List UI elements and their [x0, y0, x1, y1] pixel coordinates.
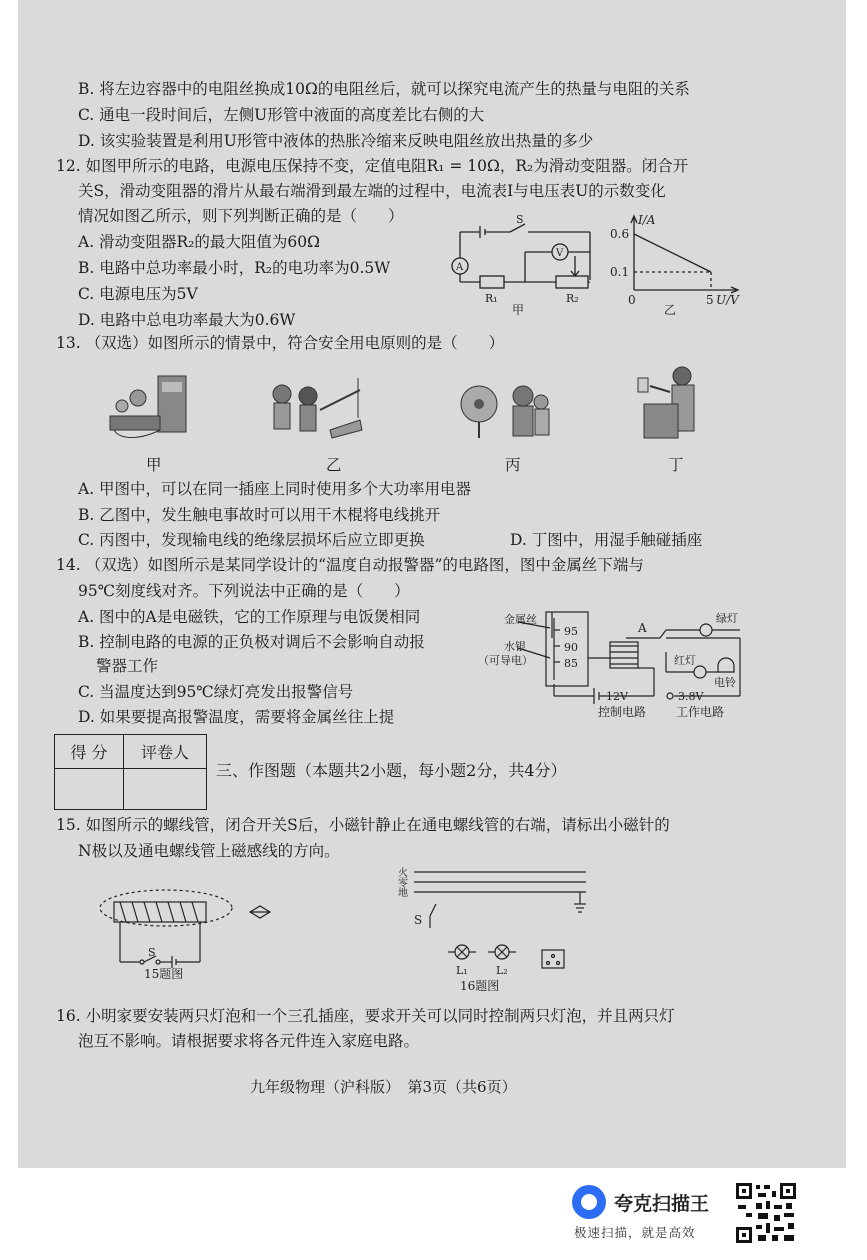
- q11-option-b: B. 将左边容器中的电阻丝换成10Ω的电阻丝后，就可以探究电流产生的热量与电阻的关系: [78, 80, 690, 98]
- q13-option-c: C. 丙图中，发现输电线的绝缘层损坏后应立即更换: [78, 531, 425, 549]
- voltage-38v-label: 3.8V: [678, 690, 704, 703]
- section-3-title: 三、作图题（本题共2小题，每小题2分，共4分）: [216, 761, 567, 780]
- reviewer-header: 评卷人: [124, 735, 207, 769]
- fire-wire-label: 火: [398, 868, 408, 879]
- temp-85-label: 85: [564, 657, 578, 670]
- page-footer: 九年级物理（沪科版） 第3页（共6页）: [250, 1078, 517, 1096]
- work-circuit-label: 工作电路: [676, 705, 725, 719]
- graph-caption: 乙: [664, 303, 677, 317]
- q14-option-c: C. 当温度达到95℃绿灯亮发出报警信号: [78, 683, 354, 701]
- switch-s-label: S: [516, 213, 524, 226]
- q15-caption: 15题图: [144, 967, 184, 980]
- q13-caption-yi: 乙: [326, 456, 342, 474]
- q13-picture-jia: [100, 368, 200, 450]
- q14-stem-line2: 95℃刻度线对齐。下列说法中正确的是（ ）: [78, 582, 410, 600]
- r2-label: R₂: [566, 292, 579, 305]
- score-header: 得 分: [55, 735, 124, 769]
- graph-x-label: U/V: [716, 293, 739, 307]
- q13-caption-ding: 丁: [668, 456, 684, 474]
- graph-x-tick: 5: [706, 293, 714, 307]
- q13-picture-yi: [260, 372, 370, 450]
- bell-label: 电铃: [714, 676, 736, 689]
- q14-option-b-line1: B. 控制电路的电源的正负极对调后不会影响自动报: [78, 633, 425, 651]
- q14-option-b-line2: 警器工作: [96, 657, 159, 675]
- lamp-l1-label: L₁: [456, 964, 468, 977]
- brand-name: 夸克扫描王: [614, 1193, 710, 1215]
- q13-option-a: A. 甲图中，可以在同一插座上同时使用多个大功率用电器: [78, 480, 472, 498]
- relay-a-label: A: [638, 621, 647, 635]
- q13-picture-ding: [630, 360, 720, 452]
- red-light-label: 红灯: [674, 654, 696, 667]
- voltmeter-label: V: [556, 248, 564, 259]
- q16-switch-label: S: [414, 913, 423, 927]
- score-cell: [55, 769, 124, 810]
- conductive-label: （可导电）: [478, 654, 533, 667]
- q12-circuit-diagram: [440, 212, 610, 322]
- q12-option-a: A. 滑动变阻器R₂的最大阻值为60Ω: [78, 233, 321, 251]
- q15-switch-label: S: [148, 946, 156, 959]
- green-light-label: 绿灯: [716, 612, 738, 625]
- q16-home-circuit-figure: [396, 864, 596, 994]
- ammeter-label: A: [456, 262, 464, 273]
- scanner-watermark: [566, 1179, 866, 1249]
- control-circuit-label: 控制电路: [598, 705, 647, 719]
- q15-stem-line2: N极以及通电螺线管上磁感线的方向。: [78, 842, 340, 860]
- temp-95-label: 95: [564, 625, 578, 638]
- voltage-12v-label: 12V: [606, 690, 628, 703]
- q12-iu-graph: [606, 210, 746, 320]
- q13-picture-bing: [455, 374, 555, 450]
- q16-caption: 16题图: [460, 979, 500, 993]
- graph-y-tick-low: 0.1: [610, 265, 630, 279]
- circuit-caption: 甲: [512, 303, 525, 317]
- graph-y-label: I/A: [638, 213, 656, 227]
- q13-caption-bing: 丙: [505, 456, 521, 474]
- graph-origin: 0: [628, 293, 636, 307]
- q12-stem-line1: 12. 如图甲所示的电路，电源电压保持不变，定值电阻R₁ = 10Ω，R₂为滑动变阻器。闭合开: [56, 157, 689, 175]
- q12-stem-line3: 情况如图乙所示，则下列判断正确的是（ ）: [78, 207, 404, 225]
- q15-solenoid-figure: [96, 880, 276, 980]
- q16-stem-line1: 16. 小明家要安装两只灯泡和一个三孔插座，要求开关可以同时控制两只灯泡，并且两只灯: [56, 1007, 675, 1025]
- q12-option-c: C. 电源电压为5V: [78, 285, 198, 303]
- q13-option-d: D. 丁图中，用湿手触碰插座: [510, 531, 703, 549]
- mercury-label: 水银: [504, 640, 526, 653]
- q14-stem-line1: 14. （双选）如图所示是某同学设计的“温度自动报警器”的电路图，图中金属丝下端与: [56, 556, 644, 574]
- q12-stem-line2: 关S，滑动变阻器的滑片从最右端滑到最左端的过程中，电流表I与电压表U的示数变化: [78, 182, 666, 200]
- q12-option-b: B. 电路中总功率最小时，R₂的电功率为0.5W: [78, 259, 391, 277]
- q13-option-b: B. 乙图中，发生触电事故时可以用干木棍将电线挑开: [78, 506, 441, 524]
- ground-wire-label: 地: [398, 888, 408, 899]
- q11-option-d: D. 该实验装置是利用U形管中液体的热胀冷缩来反映电阻丝放出热量的多少: [78, 132, 594, 150]
- q14-alarm-circuit: [470, 608, 750, 720]
- temp-90-label: 90: [564, 641, 578, 654]
- q13-caption-jia: 甲: [146, 456, 162, 474]
- graph-y-tick-high: 0.6: [610, 227, 630, 241]
- reviewer-cell: [124, 769, 207, 810]
- metal-wire-label: 金属丝: [504, 613, 537, 626]
- q16-stem-line2: 泡互不影响。请根据要求将各元件连入家庭电路。: [78, 1032, 420, 1050]
- score-table: [54, 734, 207, 810]
- q14-option-a: A. 图中的A是电磁铁，它的工作原理与电饭煲相同: [78, 608, 421, 626]
- quark-logo-icon: [572, 1185, 606, 1219]
- q14-option-d: D. 如果要提高报警温度，需要将金属丝往上提: [78, 708, 395, 726]
- brand-slogan: 极速扫描，就是高效: [574, 1225, 696, 1240]
- q11-option-c: C. 通电一段时间后，左侧U形管中液面的高度差比右侧的大: [78, 106, 485, 124]
- q13-stem: 13. （双选）如图所示的情景中，符合安全用电原则的是（ ）: [56, 334, 505, 352]
- lamp-l2-label: L₂: [496, 964, 508, 977]
- neutral-wire-label: 零: [398, 878, 408, 889]
- q12-option-d: D. 电路中总电功率最大为0.6W: [78, 311, 296, 329]
- qr-code-icon: [734, 1181, 798, 1245]
- r1-label: R₁: [485, 292, 498, 305]
- q15-stem-line1: 15. 如图所示的螺线管，闭合开关S后，小磁针静止在通电螺线管的右端，请标出小磁针的: [56, 816, 670, 834]
